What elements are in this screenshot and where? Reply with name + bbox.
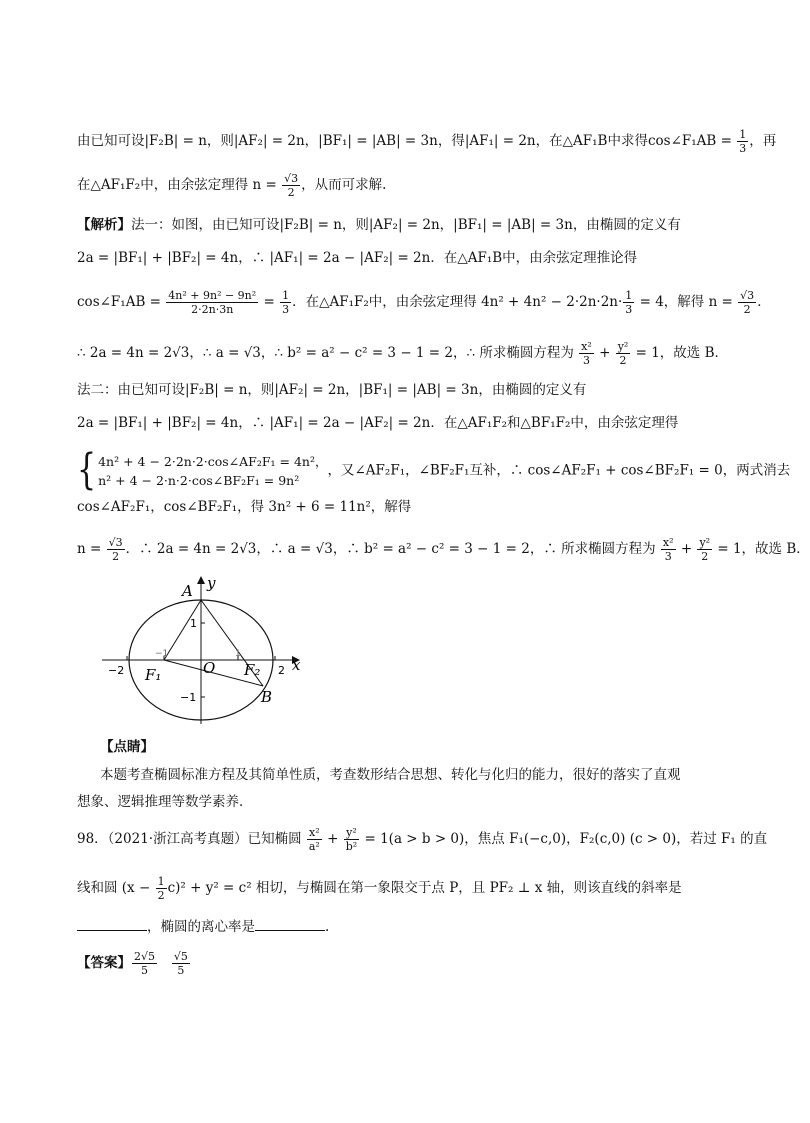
problem98-line-3: ，椭圆的离心率是 . xyxy=(77,916,734,937)
intro-line-2: 在△AF₁F₂中，由余弦定理得 n = $\frac{√3}{2}$ ，从而可求解. xyxy=(77,172,387,199)
label-y: y xyxy=(207,574,216,592)
answer-tag: 【答案】 xyxy=(77,955,131,971)
method2-line-2: 2a = |BF₁| + |BF₂| = 4n，∴ |AF₁| = 2a − |AF₂| = 2n．在△AF₁F₂和△BF₁F₂中，由余弦定理得 xyxy=(77,415,679,431)
answer-line xyxy=(77,950,734,977)
keypoint-tag-line xyxy=(100,737,734,757)
keypoint-line-1: 本题考查椭圆标准方程及其简单性质，考查数形结合思想、转化与化归的能力，很好的落实了直观 xyxy=(100,767,681,783)
tick-label-neg2: −2 xyxy=(108,664,125,677)
tick-label-xneg1: −1 xyxy=(155,649,169,659)
tick-label-2: 2 xyxy=(278,664,285,677)
keypoint-tag: 【点睛】 xyxy=(100,739,154,755)
problem98-line-2: 线和圆 (x − $\frac{1}{2}$ c)² + y² = c² 相切，与椭圆在第一象限交于点 P，且 PF₂ ⊥ x 轴，则该直线的斜率是 xyxy=(77,875,682,902)
label-O: O xyxy=(203,659,216,677)
tick-label-y1: 1 xyxy=(190,617,197,630)
answer-blank-eccentricity[interactable] xyxy=(255,916,325,931)
answer-slope: $\frac{2√5}{5}$ xyxy=(134,950,156,977)
problem98-line-1: 98．（2021·浙江高考真题）已知椭圆 $\frac{\text{x²}}{\text{a²}}$ + $\frac{\text{y²}}{\text{b²}}$ = 1(a > b > 0)，焦点 F₁(−c,0)，F₂(c,0) (c > 0)，若过 F₁ 的直 xyxy=(77,826,768,853)
answer-eccentricity: $\frac{√5}{5}$ xyxy=(173,950,188,977)
method1-line-1: 【解析】法一：如图，由已知可设|F₂B| = n，则|AF₂| = 2n，|BF₁| = |AB| = 3n，由椭圆的定义有 xyxy=(77,217,681,233)
tick-label-yneg1: −1 xyxy=(180,691,197,704)
method2-line-4: cos∠AF₂F₁，cos∠BF₂F₁，得 3n² + 6 = 11n²，解得 xyxy=(77,499,412,515)
label-F2: F₂ xyxy=(244,661,261,679)
fraction: $\frac{1}{3}$ xyxy=(739,128,747,155)
segment-AF1 xyxy=(164,600,201,660)
ellipse-figure xyxy=(100,576,310,726)
left-brace: { xyxy=(77,445,97,495)
tick-label-x1: 1 xyxy=(235,649,241,659)
fraction: $\frac{√3}{2}$ xyxy=(284,172,299,199)
method2-system: { 4n² + 4 − 2·2n·2·cos∠AF₂F₁ = 4n²， n² + 4 − 2·n·2·cos∠BF₂F₁ = 9n² ，又∠AF₂F₁，∠BF₂F₁互补，∴ cos∠AF₂F₁ + cos∠BF₂F₁ = 0，两式消去 xyxy=(77,445,791,495)
label-B: B xyxy=(261,688,273,706)
intro-line-1: 由已知可设|F₂B| = n，则|AF₂| = 2n，|BF₁| = |AB| = 3n，得|AF₁| = 2n，在△AF₁B中求得cos∠F₁AB = $\frac{1}{3}$ ，再 xyxy=(77,128,777,155)
method2-line-5: n = $\frac{√3}{2}$ ．∴ 2a = 4n = 2√3，∴ a = √3，∴ b² = a² − c² = 3 − 1 = 2，∴ 所求椭圆方程为 $\frac{\text{x²}}{3}$ + $\frac{\text{y²}}{2}$ = 1，故选 B． xyxy=(77,536,810,563)
answer-blank-slope[interactable] xyxy=(77,916,147,931)
method1-line-4: ∴ 2a = 4n = 2√3，∴ a = √3，∴ b² = a² − c² = 3 − 1 = 2，∴ 所求椭圆方程为 $\frac{\text{x²}}{3}$ + $\frac{\text{y²}}{2}$ = 1，故选 B． xyxy=(77,340,729,367)
method1-line-3: cos∠F₁AB = $\frac{\text{4n² + 9n² − 9n²}}{2\cdot 2n\cdot 3n}$ = $\frac{1}{3}$ ．在△AF₁F₂中，由余弦定理得 4n² + 4n² − 2·2n·2n· $\frac{1}{3}$ = 4，解得 n = $\frac{√3}{2}$ ． xyxy=(77,289,771,316)
label-F1: F₁ xyxy=(145,666,162,684)
method2-line-1: 法二：由已知可设|F₂B| = n，则|AF₂| = 2n，|BF₁| = |AB| = 3n，由椭圆的定义有 xyxy=(77,382,587,398)
label-x: x xyxy=(292,656,301,674)
method1-line-2: 2a = |BF₁| + |BF₂| = 4n，∴ |AF₁| = 2a − |AF₂| = 2n．在△AF₁B中，由余弦定理推论得 xyxy=(77,250,638,266)
keypoint-line-2: 想象、逻辑推理等数学素养． xyxy=(77,794,253,810)
analysis-tag: 【解析】 xyxy=(77,217,131,233)
label-A: A xyxy=(182,582,193,600)
